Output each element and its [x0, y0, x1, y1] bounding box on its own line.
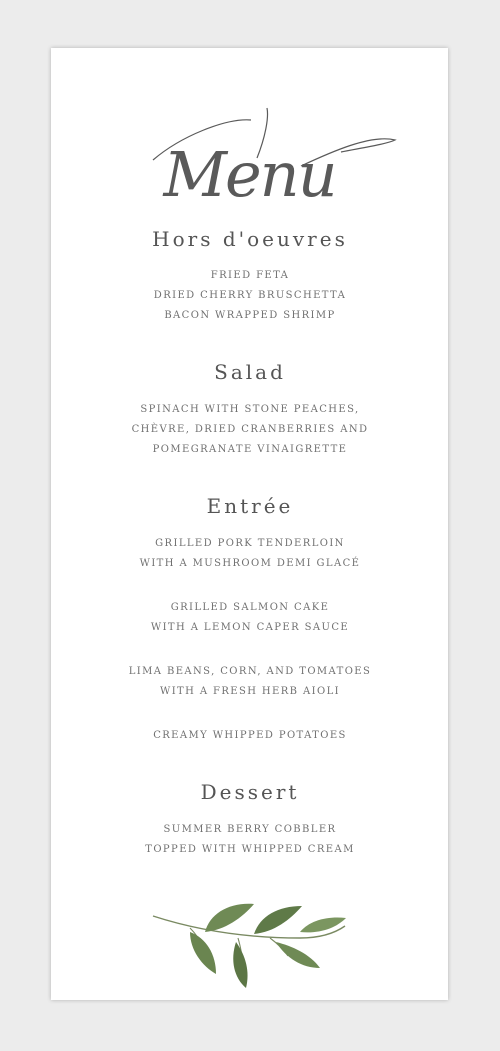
menu-item-line: SUMMER BERRY COBBLER [163, 824, 337, 835]
menu-card [51, 48, 448, 1000]
menu-item-line: GRILLED PORK TENDERLOIN [155, 538, 345, 549]
menu-item-line: WITH A FRESH HERB AIOLI [160, 686, 340, 697]
section-heading-dessert: Dessert [200, 780, 300, 804]
menu-item-line: WITH A MUSHROOM DEMI GLACÉ [139, 558, 361, 569]
menu-item-line: BACON WRAPPED SHRIMP [164, 310, 336, 321]
menu-title: Menu [163, 138, 336, 211]
menu-item-line: DRIED CHERRY BRUSCHETTA [153, 290, 347, 301]
menu-item-line: POMEGRANATE VINAIGRETTE [152, 444, 348, 455]
menu-item-line: SPINACH WITH STONE PEACHES, [140, 404, 360, 415]
menu-item-line: CREAMY WHIPPED POTATOES [153, 730, 347, 741]
section-heading-hors-doeuvres: Hors d'oeuvres [152, 227, 348, 251]
menu-item-line: FRIED FETA [210, 270, 290, 281]
menu-item-line: TOPPED WITH WHIPPED CREAM [145, 844, 355, 855]
olive-sprig-icon [150, 898, 350, 993]
menu-item-line: WITH A LEMON CAPER SAUCE [150, 622, 350, 633]
menu-item-line: LIMA BEANS, CORN, AND TOMATOES [128, 666, 372, 677]
section-heading-salad: Salad [214, 360, 286, 384]
menu-item-line: GRILLED SALMON CAKE [170, 602, 330, 613]
menu-item-line: CHÈVRE, DRIED CRANBERRIES AND [131, 424, 369, 435]
section-heading-entree: Entrée [206, 494, 294, 518]
